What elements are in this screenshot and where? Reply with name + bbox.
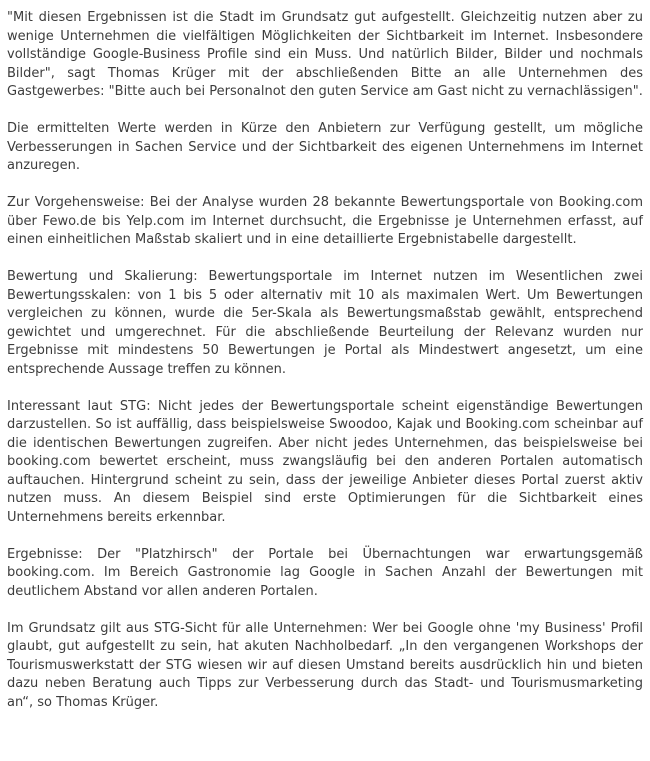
paragraph-interesting-stg: Interessant laut STG: Nicht jedes der Bewertungsportale scheint eigenständige Bewertungen darzustellen. So ist auffällig, dass beispielsweise Swoodoo, Kajak und Booking.com scheinbar auf die identischen Bewertungen zugreifen. Aber nicht jedes Unternehmen, das beispielsweise bei booking.com bewertet erscheint, muss zwangsläufig bei den anderen Portalen automatisch auftauchen. Hintergrund scheint zu sein, dass der jeweilige Anbieter dieses Portal zuerst aktiv nutzen muss. An diesem Beispiel sind erste Optimierungen für die Sichtbarkeit eines Unternehmens bereits erkennbar.	[7, 398, 643, 525]
paragraph-values-provided: Die ermittelten Werte werden in Kürze den Anbietern zur Verfügung gestellt, um mögliche Verbesserungen in Sachen Service und der Sichtbarkeit des eigenen Unternehmens im Internet anzuregen.	[7, 121, 643, 173]
paragraph-principle: Im Grundsatz gilt aus STG-Sicht für alle Unternehmen: Wer bei Google ohne 'my Business' Profil glaubt, gut aufgestellt zu sein, hat akuten Nachholbedarf. „In den vergangenen Workshops der Tourismuswerkstatt der STG wiesen wir auf diesen Umstand bereits ausdrücklich hin und bieten dazu neben Beratung auch Tipps zur Verbesserung durch das Stadt- und Tourismusmarketing an“, so Thomas Krüger.	[7, 620, 643, 710]
paragraph-results: Ergebnisse: Der "Platzhirsch" der Portale bei Übernachtungen war erwartungsgemäß booking.com. Im Bereich Gastronomie lag Google in Sachen Anzahl der Bewertungen mit deutlichem Abstand vor allen anderen Portalen.	[7, 546, 643, 599]
paragraph-rating-scaling: Bewertung und Skalierung: Bewertungsportale im Internet nutzen im Wesentlichen zwei Bewertungsskalen: von 1 bis 5 oder alternativ mit 10 als maximalen Wert. Um Bewertungen vergleichen zu können, wurde die 5er-Skala als Bewertungsmaßstab gewählt, entsprechend gewichtet und umgerechnet. Für die abschließende Beurteilung der Relevanz wurden nur Ergebnisse mit mindestens 50 Bewertungen je Portal als Mindestwert angesetzt, um eine entsprechende Aussage treffen zu können.	[7, 269, 643, 377]
paragraph-quote-krueger: "Mit diesen Ergebnissen ist die Stadt im Grundsatz gut aufgestellt. Gleichzeitig nutzen aber zu wenige Unternehmen die vielfältigen Möglichkeiten der Sichtbarkeit im Internet. Insbesondere vollständige Google-Business Profile sind ein Muss. Und natürlich Bilder, Bilder und nochmals Bilder", sagt Thomas Krüger mit der abschließenden Bitte an alle Unternehmen des Gastgewerbes: "Bitte auch bei Personalnot den guten Service am Gast nicht zu vernachlässigen".	[7, 10, 643, 99]
paragraph-procedure: Zur Vorgehensweise: Bei der Analyse wurden 28 bekannte Bewertungsportale von Booking.com über Fewo.de bis Yelp.com im Internet durchsucht, die Ergebnisse je Unternehmen erfasst, auf einen einheitlichen Maßstab skaliert und in eine detaillierte Ergebnistabelle dargestellt.	[7, 195, 643, 247]
